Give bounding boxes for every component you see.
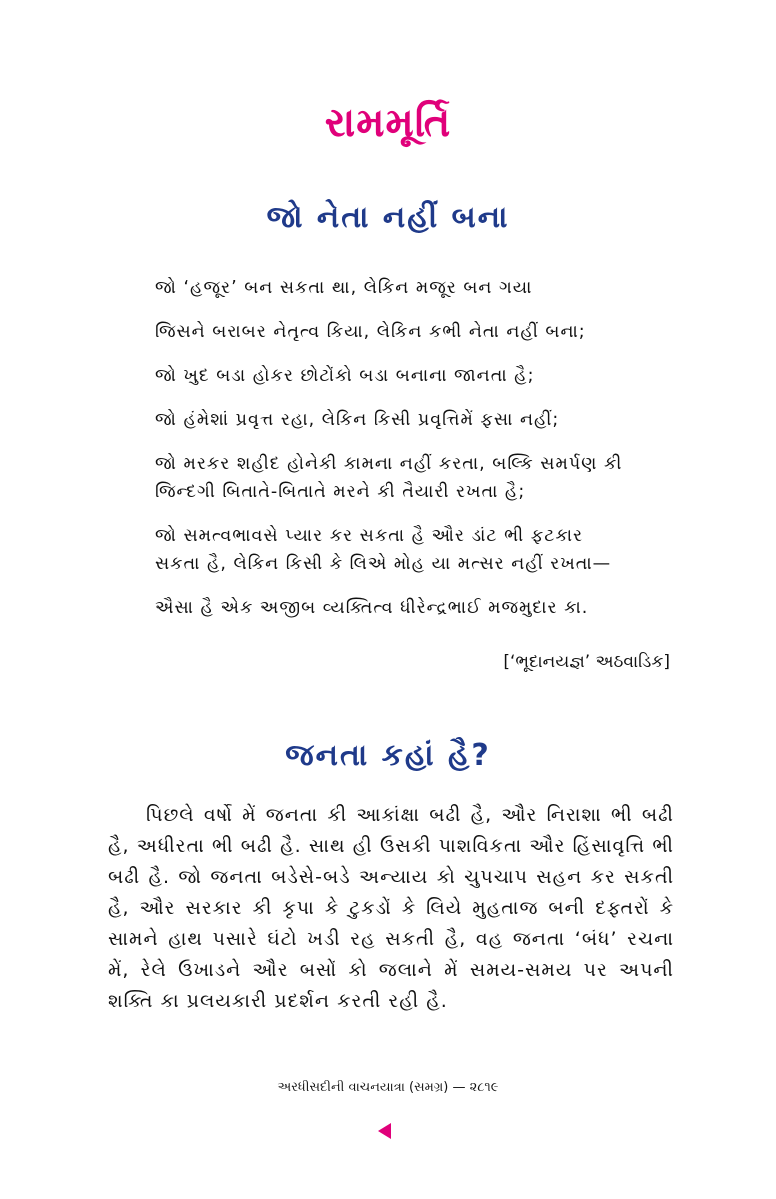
poem-stanza [155, 450, 685, 506]
page-footer: અરધીસદીની વાચનયાત્રા (સમગ્ર) — ૨૮૧૯ [277, 1080, 499, 1095]
poem-stanza [155, 362, 685, 390]
poem [155, 274, 685, 638]
poem-stanza [155, 406, 685, 434]
poem-line: જો ‘હજૂર’ બન સકતા થા, લેકિન મજૂર બન ગયા [155, 278, 533, 298]
prose-body [108, 800, 674, 1017]
poem-line: જો મરકર શહીદ હોનેકી કામના નહીં કરતા, બલ્કિ સમર્પણ કી [155, 454, 623, 474]
poem-stanza [155, 594, 685, 622]
poem-line: જિન્દગી બિતાતે-બિતાતે મરને કી તૈયારી રખતા હૈ; [155, 482, 526, 502]
section2-heading: જનતા કહાં હૈ? [285, 738, 491, 773]
poem-line: સકતા હૈ, લેકિન કિસી કે લિએ મોહ યા મત્સર નહીં રખતા— [155, 554, 612, 574]
poem-line: જો ખુદ બડા હોકર છોટોંકો બડા બનાના જાનતા હૈ; [155, 366, 535, 386]
poem-line: જો હંમેશાં પ્રવૃત્ત રહા, લેકિન કિસી પ્રવૃત્તિમેં ફસા નહીં; [155, 410, 560, 430]
section1-heading: જો નેતા નહીં બના [266, 200, 510, 235]
page-title: રામમૂર્તિ [324, 100, 452, 146]
poem-line: જિસને બરાબર નેતૃત્વ કિયા, લેકિન કભી નેતા નહીં બના; [155, 322, 586, 342]
poem-stanza [155, 522, 685, 578]
poem-stanza [155, 274, 685, 302]
prose-paragraph: પિછલે વર્ષો મેં જનતા કી આકાંક્ષા બઢી હૈ, ઔર નિરાશા ભી બઢી હૈ, અધીરતા ભી બઢી હૈ. સાથ હી ઉસકી પાશવિકતા ઔર હિંસાવૃત્તિ ભી બઢી હૈ. જો જનતા બડેસે-બડે અન્યાય કો ચુપચાપ સહન કર સકતી હૈ, ઔર સરકાર કી કૃપા કે ટુકડોં કે લિયે મુહતાજ બની દફ્તરોં કે સામને હાથ પસારે ઘંટો ખડી રહ સકતી હૈ, વહ જનતા ‘બંધ’ રચના મેં, રેલે ઉખાડને ઔર બસોં કો જલાને મેં સમય-સમય પર અપની શક્તિ કા પ્રલયકારી પ્રદર્શન કરતી રહી હૈ. [108, 804, 674, 1012]
poem-stanza [155, 318, 685, 346]
poem-line: ઐસા હૈ એક અજીબ વ્યક્તિત્વ ધીરેન્દ્રભાઈ મજમુદાર કા. [155, 598, 589, 618]
attribution: [‘ભૂદાનયજ્ઞ’ અઠવાડિક] [503, 652, 670, 672]
left-triangle-arrow-icon[interactable] [378, 1123, 391, 1139]
poem-line: જો સમત્વભાવસે પ્યાર કર સકતા હૈ ઔર ડાંટ ભી ફટકાર [155, 526, 584, 546]
